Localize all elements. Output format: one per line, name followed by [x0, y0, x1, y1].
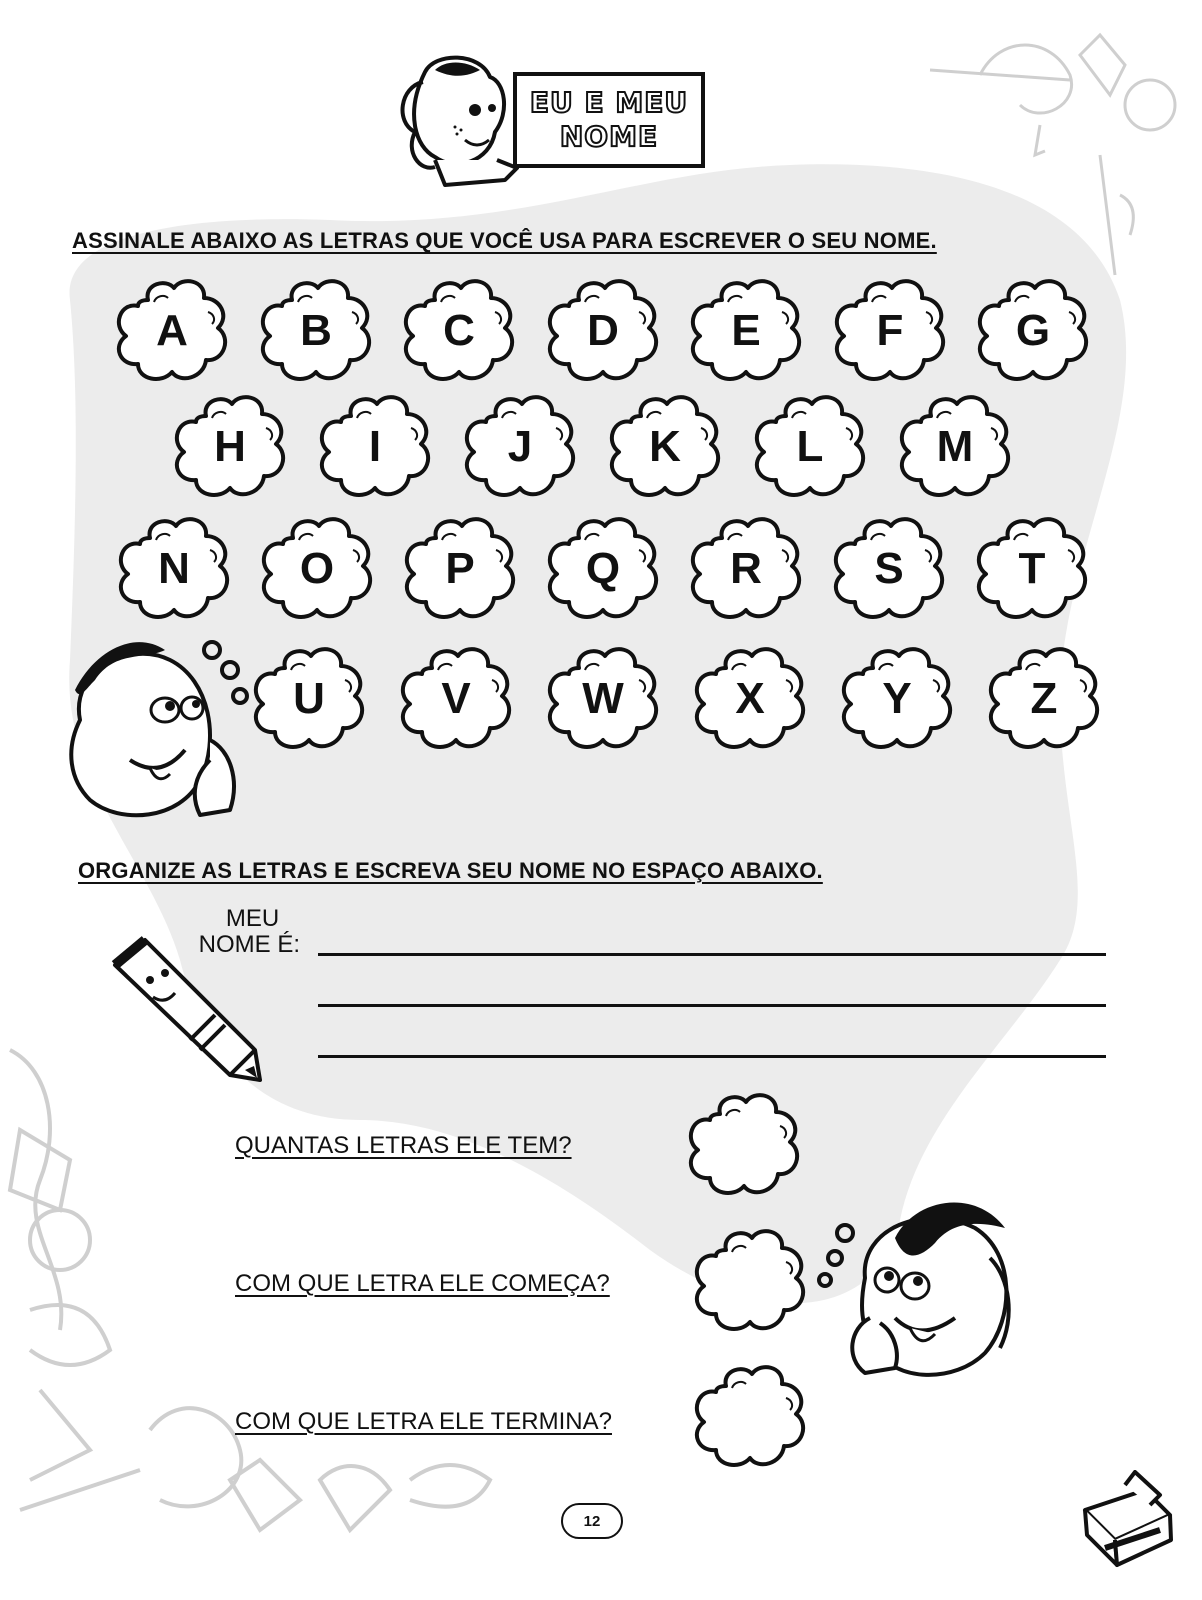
answer-cloud-letter-count[interactable] [680, 1086, 808, 1204]
letter-label: A [156, 306, 188, 355]
title-line-2: NOME [559, 120, 659, 153]
doodle-decoration-top-right [920, 15, 1190, 315]
my-name-label-line-1: MEU [225, 905, 280, 932]
letter-label: C [443, 306, 475, 355]
letter-cloud-v[interactable] [392, 640, 520, 758]
letter-label: X [735, 674, 765, 723]
letter-label: I [368, 422, 382, 471]
letter-cloud-m[interactable] [891, 388, 1019, 506]
letter-label: B [300, 306, 332, 355]
letter-cloud-t[interactable] [968, 510, 1096, 628]
letter-label: F [876, 306, 904, 355]
letter-label: O [299, 544, 335, 593]
question-how-many-letters: QUANTAS LETRAS ELE TEM? [235, 1132, 572, 1159]
letter-cloud-r[interactable] [682, 510, 810, 628]
letter-cloud-z[interactable] [980, 640, 1108, 758]
letter-cloud-s[interactable] [825, 510, 953, 628]
letter-label: P [445, 544, 475, 593]
instruction-write-name: ORGANIZE AS LETRAS E ESCREVA SEU NOME NO ESPAÇO ABAIXO. [78, 858, 823, 883]
letter-label: R [730, 544, 762, 593]
letter-label: G [1015, 306, 1051, 355]
smiling-boy-illustration [815, 1188, 1030, 1388]
letter-label: L [796, 422, 824, 471]
page-number: 12 [561, 1503, 623, 1539]
letter-label: Q [585, 544, 621, 593]
question-first-letter: COM QUE LETRA ELE COMEÇA? [235, 1270, 610, 1297]
letter-label: M [936, 422, 974, 471]
name-writing-line-3[interactable] [318, 1055, 1106, 1058]
letter-label: T [1018, 544, 1046, 593]
printer-icon [1075, 1470, 1180, 1570]
title-board [513, 72, 705, 168]
letter-label: Z [1030, 674, 1058, 723]
letter-cloud-p[interactable] [396, 510, 524, 628]
answer-cloud-last-letter[interactable] [686, 1358, 814, 1476]
name-writing-line-1[interactable] [318, 953, 1106, 956]
letter-cloud-h[interactable] [166, 388, 294, 506]
question-last-letter: COM QUE LETRA ELE TERMINA? [235, 1408, 612, 1435]
letter-label: U [293, 674, 325, 723]
letter-label: D [587, 306, 619, 355]
girl-illustration [395, 52, 525, 192]
letter-label: H [214, 422, 246, 471]
letter-cloud-j[interactable] [456, 388, 584, 506]
letter-cloud-f[interactable] [826, 272, 954, 390]
my-name-label [185, 906, 300, 958]
letter-cloud-n[interactable] [110, 510, 238, 628]
letter-cloud-x[interactable] [686, 640, 814, 758]
letter-cloud-k[interactable] [601, 388, 729, 506]
name-writing-line-2[interactable] [318, 1004, 1106, 1007]
letter-cloud-o[interactable] [253, 510, 381, 628]
thinking-boy-illustration [60, 630, 275, 830]
letter-label: S [874, 544, 904, 593]
my-name-label-line-2: NOME É: [198, 931, 300, 958]
letter-cloud-d[interactable] [539, 272, 667, 390]
letter-cloud-a[interactable] [108, 272, 236, 390]
letter-label: Y [882, 674, 912, 723]
letter-cloud-i[interactable] [311, 388, 439, 506]
letter-label: N [158, 544, 190, 593]
answer-cloud-first-letter[interactable] [686, 1222, 814, 1340]
letter-cloud-l[interactable] [746, 388, 874, 506]
instruction-mark-letters: ASSINALE ABAIXO AS LETRAS QUE VOCÊ USA PARA ESCREVER O SEU NOME. [72, 228, 937, 253]
letter-label: E [731, 306, 761, 355]
letter-cloud-c[interactable] [395, 272, 523, 390]
letter-label: W [582, 674, 624, 723]
letter-cloud-e[interactable] [682, 272, 810, 390]
letter-cloud-g[interactable] [969, 272, 1097, 390]
letter-label: J [507, 422, 533, 471]
letter-cloud-b[interactable] [252, 272, 380, 390]
letter-cloud-y[interactable] [833, 640, 961, 758]
letter-cloud-q[interactable] [539, 510, 667, 628]
letter-cloud-w[interactable] [539, 640, 667, 758]
letter-label: V [441, 674, 471, 723]
title-line-1: EU E MEU [529, 86, 689, 119]
letter-label: K [649, 422, 681, 471]
